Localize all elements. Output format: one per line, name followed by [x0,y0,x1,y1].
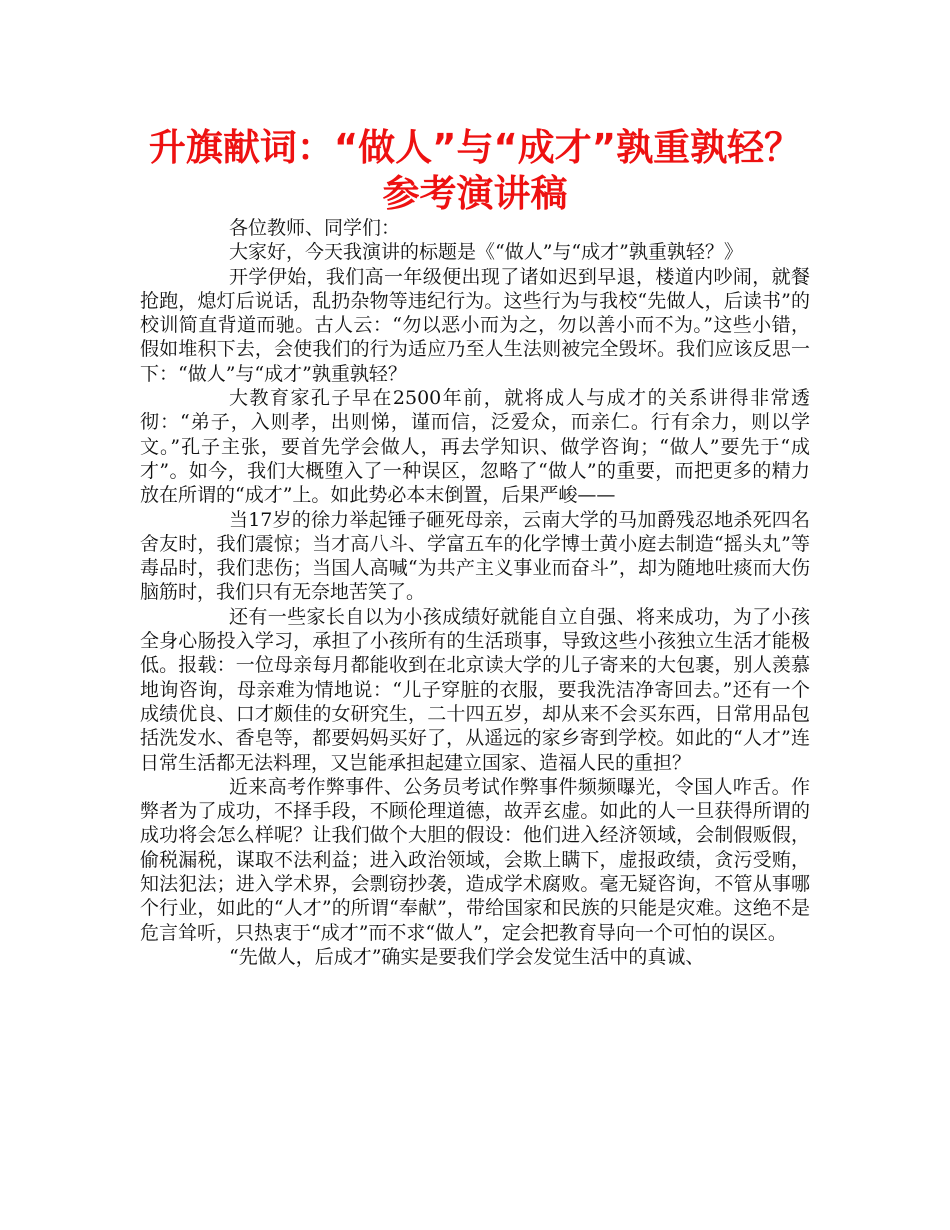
paragraph-intro: 大家好，今天我演讲的标题是《“做人”与“成才”孰重孰轻？》 [229,241,743,264]
paragraph: “先做人，后成才”确实是要我们学会发觉生活中的真诚、 [229,945,705,968]
paragraph: 开学伊始，我们高一年级便出现了诸如迟到早退，楼道内吵闹，就餐抢跑，熄灯后说话，乱扔杂物等违纪行为。这些行为与我校“先做人，后读书”的校训简直背道而驰。古人云：“勿以恶小而为之，勿以善小而不为。”这些小错，假如堆积下去，会使我们的行为适应乃至人生法则被完全毁坏。我们应该反思一下：“做人”与“成才”孰重孰轻？ [140,265,810,385]
paragraph-greeting: 各位教师、同学们： [229,217,401,239]
paragraph: 还有一些家长自以为小孩成绩好就能自立自强、将来成功，为了小孩全身心肠投入学习，承担了小孩所有的生活琐事，导致这些小孩独立生活才能极低。报载：一位母亲每月都能收到在北京读大学的儿子寄来的大包裹，别人羡慕地询咨询，母亲难为情地说：“儿子穿脏的衣服，要我洗洁净寄回去。”还有一个成绩优良、口才颇佳的女研究生，二十四五岁，却从来不会买东西，日常用品包括洗发水、香皂等，都要妈妈买好了，从遥远的家乡寄到学校。如此的“人才”连日常生活都无法料理，又岂能承担起建立国家、造福人民的重担？ [140,605,810,774]
document-subtitle: 参考演讲稿 [382,172,568,215]
paragraph: 大教育家孔子早在2500年前，就将成人与成才的关系讲得非常透彻：“弟子，入则孝，出则悌，谨而信，泛爱众，而亲仁。行有余力，则以学文。”孔子主张，要首先学会做人，再去学知识、做学咨询；“做人”要先于“成才”。如今，我们大概堕入了一种误区，忽略了“做人”的重要，而把更多的精力放在所谓的“成才”上。如此势必本末倒置，后果严峻—— [140,387,810,507]
paragraph: 当17岁的徐力举起锤子砸死母亲，云南大学的马加爵残忍地杀死四名舍友时，我们震惊；当才高八斗、学富五车的化学博士黄小庭去制造“摇头丸”等毒品时，我们悲伤；当国人高喊“为共产主义事业而奋斗”，却为随地吐痰而大伤脑筋时，我们只有无奈地苦笑了。 [140,508,810,604]
paragraph: 近来高考作弊事件、公务员考试作弊事件频频曝光，令国人咋舌。作弊者为了成功，不择手段，不顾伦理道德，故弄玄虚。如此的人一旦获得所谓的成功将会怎么样呢？让我们做个大胆的假设：他们进入经济领域，会制假贩假，偷税漏税，谋取不法利益；进入政治领域，会欺上瞒下，虚报政绩，贪污受贿，知法犯法；进入学术界，会剽窃抄袭，造成学术腐败。毫无疑咨询，不管从事哪个行业，如此的“人才”的所谓“奉献”，带给国家和民族的只能是灾难。这绝不是危言耸听，只热衷于“成才”而不求“做人”，定会把教育导向一个可怕的误区。 [140,775,810,944]
document-title: 升旗献词：“做人”与“成才”孰重孰轻？ [148,126,802,169]
document-body [140,216,810,969]
